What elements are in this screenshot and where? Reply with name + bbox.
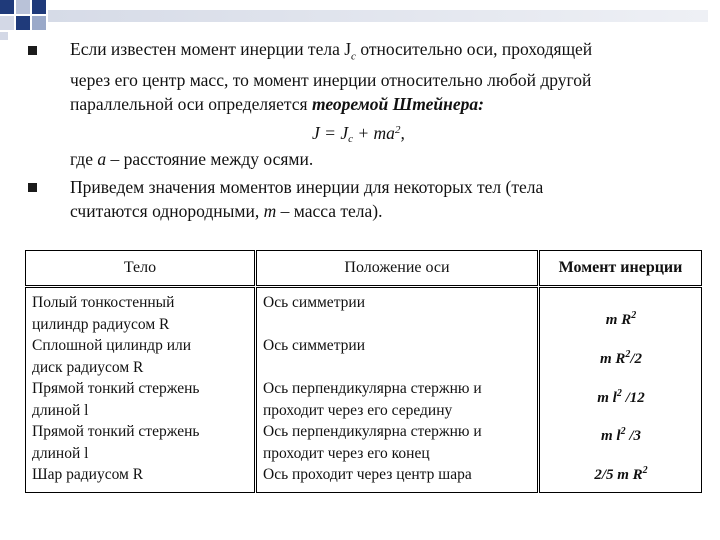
text-line: Приведем значения моментов инерции для некоторых тел (тела bbox=[70, 177, 544, 197]
moment-value: m $l^2$ /12 bbox=[597, 388, 645, 406]
table-column-bodies bbox=[25, 287, 255, 493]
table-cell-line: Шар радиусом R bbox=[32, 466, 144, 483]
text-line: параллельной оси определяется теоремой Штейнера: bbox=[70, 93, 484, 114]
moment-value: m $l^2$ /3 bbox=[600, 426, 641, 444]
text-line: считаются однородными, m – масса тела). bbox=[70, 200, 383, 221]
deco-square bbox=[16, 0, 30, 14]
deco-square bbox=[0, 32, 8, 40]
spacer bbox=[263, 314, 531, 336]
deco-square bbox=[0, 16, 14, 30]
paragraph-table-intro bbox=[70, 176, 710, 223]
table-cell-line: Ось симметрии bbox=[263, 337, 365, 354]
moment-value: m $R^2$ bbox=[605, 310, 637, 328]
header-decoration bbox=[0, 0, 720, 40]
table-cell-line: проходит через его середину bbox=[263, 401, 453, 419]
table-cell-line: Сплошной цилиндр или bbox=[32, 337, 192, 354]
table-cell-line: диск радиусом R bbox=[32, 358, 144, 376]
table-cell-line: длиной l bbox=[32, 444, 89, 462]
table-cell-line: Ось симметрии bbox=[263, 294, 365, 311]
where-line: где a – расстояние между осями. bbox=[70, 149, 314, 169]
text-line: Если известен момент инерции тела $J_c$ относительно оси, проходящей bbox=[70, 39, 593, 63]
table-cell-line: Ось проходит через центр шара bbox=[263, 466, 472, 483]
table-column-axes bbox=[256, 287, 538, 493]
table-cell-line: Полый тонкостенный bbox=[32, 294, 175, 311]
moment-value: m $R^2/2$ bbox=[599, 349, 643, 367]
table-cell-line: проходит через его конец bbox=[263, 444, 430, 462]
table-cell-line: цилиндр радиусом R bbox=[32, 315, 170, 333]
steiner-formula: $J = J_c + ma^2$, bbox=[312, 123, 405, 145]
table-header-moment: Момент инерции bbox=[539, 250, 702, 286]
table-cell-line: Прямой тонкий стержень bbox=[32, 423, 200, 440]
bullet-marker bbox=[28, 183, 37, 192]
deco-square bbox=[32, 16, 46, 30]
text-line: через его центр масс, то момент инерции относительно любой другой bbox=[70, 70, 592, 90]
theorem-name: теоремой Штейнера: bbox=[311, 93, 484, 114]
deco-bar bbox=[48, 10, 708, 22]
table-cell-line: Прямой тонкий стержень bbox=[32, 380, 200, 397]
paragraph-steiner bbox=[70, 38, 710, 116]
table-cell-line: Ось перпендикулярна стержню и bbox=[263, 423, 482, 440]
table-header-axis: Положение оси bbox=[256, 250, 538, 286]
table-cell-line: длиной l bbox=[32, 401, 89, 419]
table-cell-line: Ось перпендикулярна стержню и bbox=[263, 380, 482, 397]
spacer bbox=[263, 357, 531, 379]
deco-square bbox=[32, 0, 46, 14]
deco-square bbox=[16, 16, 30, 30]
bullet-marker bbox=[28, 46, 37, 55]
moment-value: 2/5 m $R^2$ bbox=[594, 465, 648, 483]
table-header-body: Тело bbox=[25, 250, 255, 286]
deco-square bbox=[0, 0, 14, 14]
